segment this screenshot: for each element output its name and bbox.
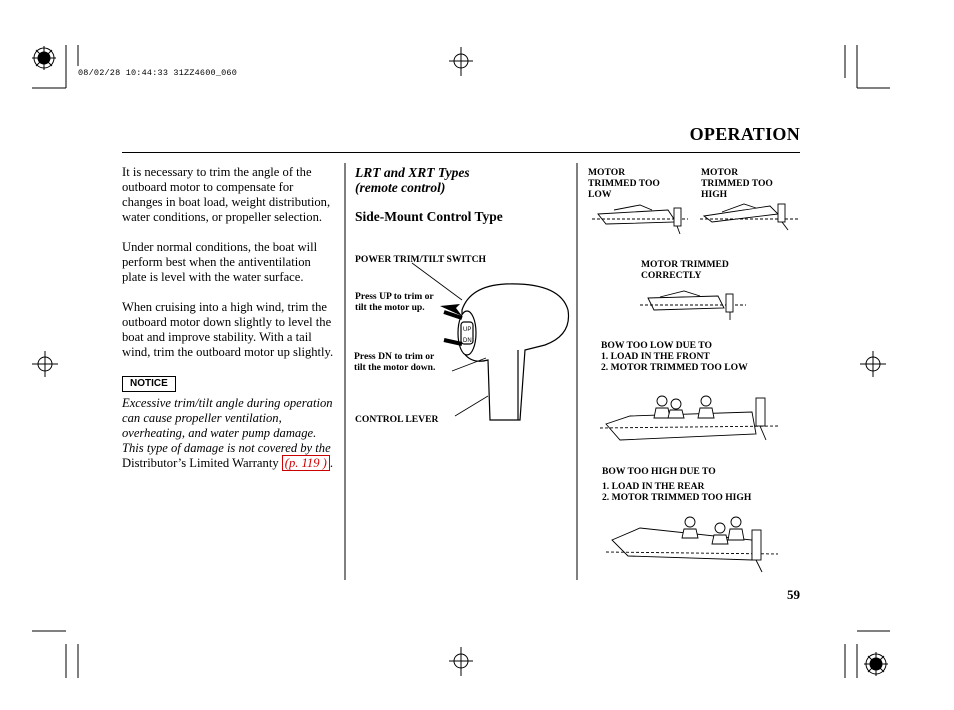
label-bow-too-high-title: BOW TOO HIGH DUE TO bbox=[602, 466, 716, 477]
label-press-dn bbox=[354, 351, 435, 373]
label-high-line3: HIGH bbox=[701, 189, 728, 200]
label-correct-line1: MOTOR TRIMMED bbox=[641, 259, 729, 270]
notice-block bbox=[122, 375, 336, 471]
warranty-page-link[interactable]: (p. 119 ) bbox=[282, 455, 330, 471]
boat-trimmed-high-illustration bbox=[700, 204, 800, 230]
switch-up-text: UP bbox=[463, 327, 472, 333]
boat-trimmed-low-illustration bbox=[592, 205, 688, 234]
label-press-up-line1: Press UP to trim or bbox=[355, 291, 434, 302]
paragraph-normal-conditions: Under normal conditions, the boat will perform best when the antiventilation plate is level with the water surface. bbox=[122, 240, 318, 284]
arrow-up-icon bbox=[440, 304, 462, 318]
label-motor-trimmed-low bbox=[588, 167, 660, 200]
boat-bow-low-illustration bbox=[600, 396, 778, 440]
label-high-line2: TRIMMED TOO bbox=[701, 178, 773, 189]
types-heading-line1: LRT and XRT Types bbox=[355, 165, 470, 180]
column-trim-text bbox=[122, 165, 336, 471]
label-correct-line2: CORRECTLY bbox=[641, 270, 702, 281]
label-press-up-line2: tilt the motor up. bbox=[355, 302, 425, 313]
label-motor-trimmed-high bbox=[701, 167, 773, 200]
notice-text: Excessive trim/tilt angle during operation can cause propeller ventilation, overheating, and water pump damage. This type of damage is not covered by the bbox=[122, 396, 333, 455]
label-bow-high-item2: 2. MOTOR TRIMMED TOO HIGH bbox=[602, 492, 752, 503]
types-heading bbox=[355, 165, 470, 195]
label-press-dn-line1: Press DN to trim or bbox=[354, 351, 435, 362]
label-bow-too-high bbox=[602, 481, 751, 503]
label-power-trim-switch: POWER TRIM/TILT SWITCH bbox=[355, 254, 486, 265]
label-low-line3: LOW bbox=[588, 189, 612, 200]
starburst-mark-bottom-right bbox=[864, 652, 888, 676]
label-bow-low-item2: 2. MOTOR TRIMMED TOO LOW bbox=[601, 362, 748, 373]
switch-dn-text: DN bbox=[463, 338, 472, 344]
register-mark-bottom bbox=[449, 647, 473, 676]
paragraph-wind-trim: When cruising into a high wind, trim the outboard motor down slightly to level the boat and improve stability. With a tail wind, trim the outboard motor up slightly. bbox=[122, 300, 334, 359]
notice-badge: NOTICE bbox=[122, 376, 176, 392]
label-control-lever: CONTROL LEVER bbox=[355, 414, 439, 425]
print-metadata: 08/02/28 10:44:33 31ZZ4600_060 bbox=[78, 68, 238, 78]
register-mark-left bbox=[32, 351, 58, 377]
section-title: OPERATION bbox=[689, 124, 800, 144]
types-heading-line2: (remote control) bbox=[355, 180, 446, 195]
notice-warranty-text: Distributor’s Limited Warranty bbox=[122, 456, 282, 470]
paragraph-trim-intro: It is necessary to trim the angle of the outboard motor to compensate for changes in boat load, weight distribution, water conditions, or propeller selection. bbox=[122, 165, 331, 224]
label-press-dn-line2: tilt the motor down. bbox=[354, 362, 436, 373]
boat-bow-high-illustration bbox=[606, 517, 778, 572]
boat-trimmed-correctly-illustration bbox=[640, 291, 746, 320]
register-mark-right bbox=[860, 351, 886, 377]
page-number: 59 bbox=[787, 587, 800, 602]
header-rule bbox=[122, 152, 800, 153]
control-type-heading: Side-Mount Control Type bbox=[355, 209, 503, 224]
label-low-line2: TRIMMED TOO bbox=[588, 178, 660, 189]
label-bow-high-item1: 1. LOAD IN THE REAR bbox=[602, 481, 705, 492]
label-bow-too-low bbox=[601, 340, 748, 373]
label-press-up bbox=[355, 291, 434, 313]
register-mark-top bbox=[449, 47, 473, 76]
label-bow-low-item1: 1. LOAD IN THE FRONT bbox=[601, 351, 710, 362]
label-high-line1: MOTOR bbox=[701, 167, 739, 178]
starburst-mark-top-left bbox=[32, 46, 56, 70]
label-motor-trimmed-correctly bbox=[641, 259, 729, 281]
control-lever-illustration bbox=[458, 284, 569, 420]
label-bow-low-title: BOW TOO LOW DUE TO bbox=[601, 340, 712, 351]
label-low-line1: MOTOR bbox=[588, 167, 626, 178]
notice-period: . bbox=[329, 456, 334, 470]
